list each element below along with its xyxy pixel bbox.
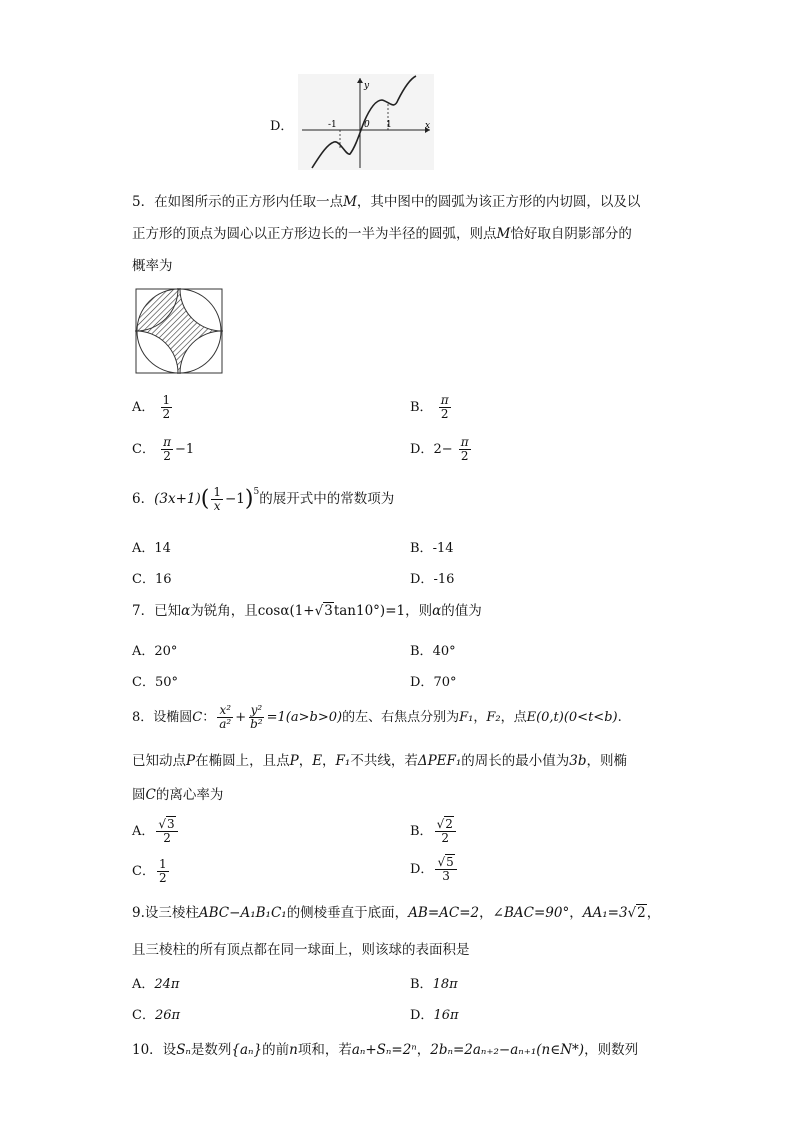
q8-line2: 已知动点P在椭圆上，且点P，E，F₁不共线，若ΔPEF₁的周长的最小值为3b，则椭 xyxy=(132,753,628,769)
q9-line1: 9.设三棱柱ABC−A₁B₁C₁的侧棱垂直于底面，AB=AC=2，∠BAC=90°，AA₁=3√2， xyxy=(132,905,661,921)
q6-option-d[interactable]: D．-16 xyxy=(410,572,455,587)
q6-stem: 6．(3x+1)( $\frac{1}{x}$ −1)$^5$的展开式中的常数项为 xyxy=(132,485,395,513)
q5-line2: 正方形的顶点为圆心以正方形边长的一半为半径的圆弧，则点M恰好取自阴影部分的 xyxy=(132,226,632,242)
q9-option-a[interactable]: A．24π xyxy=(132,977,180,992)
q8-line1: 8．设椭圆C： $\frac{\text{x²}}{\text{a²}}$ + $\frac{\text{y²}}{\text{b²}}$ =1(a>b>0)的左、右焦点分别为F₁，F₂，点E(0,t)(0<t<b). xyxy=(132,703,622,731)
graph-one-label: 1 xyxy=(386,120,392,130)
q5-figure xyxy=(135,288,223,374)
q5-option-a[interactable]: A． $\frac{1}{2}$ xyxy=(132,393,171,421)
graph-neg1-label: -1 xyxy=(328,120,337,130)
q4-option-d-label: D． xyxy=(270,119,294,134)
q8-option-a[interactable]: A． $\frac{√3}{2}$ xyxy=(132,818,180,845)
q9-option-c[interactable]: C．26π xyxy=(132,1008,181,1023)
graph-zero-label: 0 xyxy=(364,120,370,130)
q6-option-a[interactable]: A．14 xyxy=(132,541,171,556)
q8-option-d[interactable]: D． $\frac{√5}{3}$ xyxy=(410,856,459,883)
q7-option-a[interactable]: A．20° xyxy=(132,644,178,659)
graph-y-label: y xyxy=(364,81,370,91)
q10-line1: 10．设Sₙ是数列{aₙ}的前n项和，若aₙ+Sₙ=2ⁿ，2bₙ=2aₙ₊₂−aₙ₊₁(n∈N*)，则数列 xyxy=(132,1042,639,1058)
q9-option-d[interactable]: D．16π xyxy=(410,1008,459,1023)
q5-line1: 5．在如图所示的正方形内任取一点M，其中图中的圆弧为该正方形的内切圆，以及以 xyxy=(132,194,641,210)
q7-option-d[interactable]: D．70° xyxy=(410,675,457,690)
q8-option-c[interactable]: C． $\frac{1}{2}$ xyxy=(132,857,167,885)
q5-option-b[interactable]: B． $\frac{\pi}{2}$ xyxy=(410,393,449,421)
graph-x-label: x xyxy=(425,121,431,131)
q5-option-d[interactable]: D．2− $\frac{\pi}{2}$ xyxy=(410,435,469,463)
q9-option-b[interactable]: B．18π xyxy=(410,977,458,992)
q9-line2: 且三棱柱的所有顶点都在同一球面上，则该球的表面积是 xyxy=(132,942,470,958)
q8-option-b[interactable]: B． $\frac{√2}{2}$ xyxy=(410,818,458,845)
q5-line3: 概率为 xyxy=(132,258,173,274)
q7-stem: 7．已知α为锐角，且cosα(1+√3tan10°)=1，则α的值为 xyxy=(132,603,482,619)
q6-option-c[interactable]: C．16 xyxy=(132,572,172,587)
q4-option-d-graph xyxy=(298,74,434,170)
q7-option-b[interactable]: B．40° xyxy=(410,644,456,659)
q6-option-b[interactable]: B．-14 xyxy=(410,541,454,556)
q8-line3: 圆C的离心率为 xyxy=(132,787,224,803)
q7-option-c[interactable]: C．50° xyxy=(132,675,178,690)
q5-option-c[interactable]: C． $\frac{\pi}{2}$ −1 xyxy=(132,435,195,463)
